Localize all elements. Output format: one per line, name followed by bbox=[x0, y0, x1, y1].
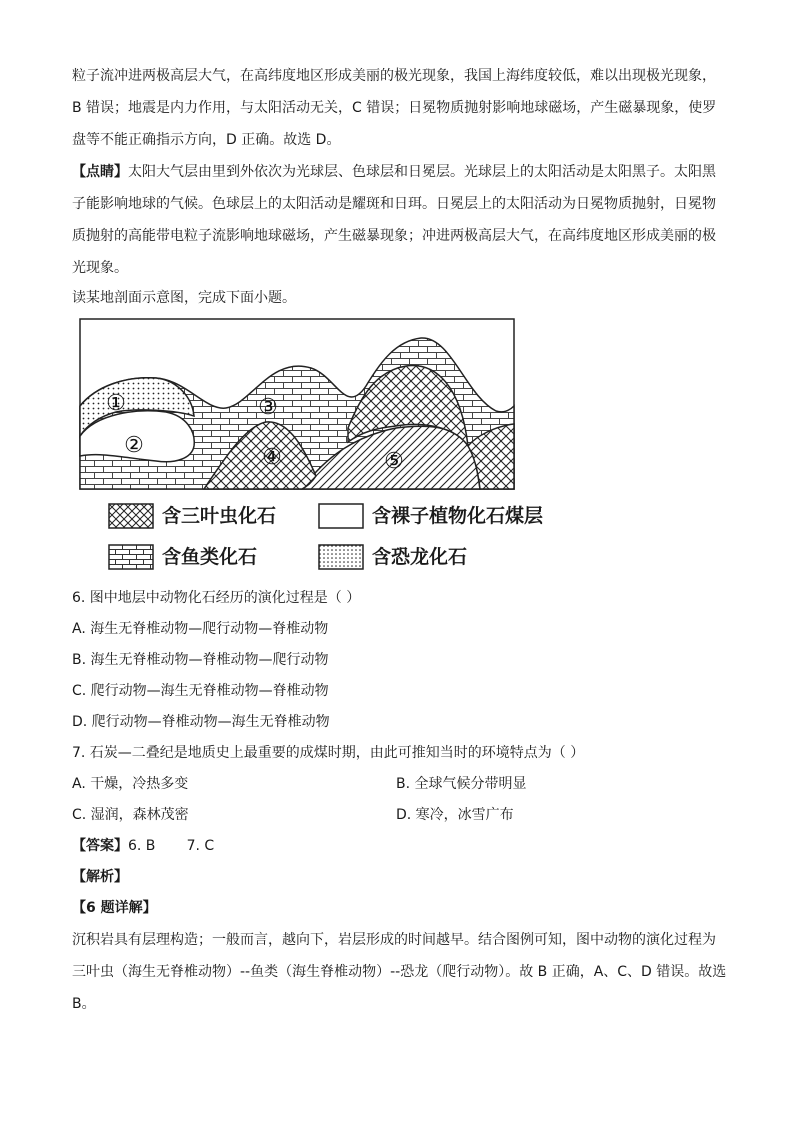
layer-label: ⑤ bbox=[384, 449, 404, 474]
paragraph-line: 盘等不能正确指示方向，D 正确。故选 D。 bbox=[72, 132, 341, 148]
note-line: 光现象。 bbox=[72, 260, 128, 276]
note-line bbox=[72, 162, 716, 182]
layer-label: ② bbox=[124, 433, 144, 458]
question-6-option-c: C. 爬行动物—海生无脊椎动物—脊椎动物 bbox=[72, 683, 329, 699]
legend-swatch-crosshatch bbox=[108, 503, 154, 529]
note-line: 质抛射的高能带电粒子流影响地球磁场，产生磁暴现象；冲进两极高层大气，在高纬度地区形成美丽的极 bbox=[72, 228, 716, 244]
layer-label: ① bbox=[106, 391, 126, 416]
question-6-option-a: A. 海生无脊椎动物—爬行动物—脊椎动物 bbox=[72, 621, 329, 637]
detail-tag: 【6 题详解】 bbox=[72, 900, 157, 916]
note-line: 子能影响地球的气候。色球层上的太阳活动是耀斑和日珥。日冕层上的太阳活动为日冕物质抛射，日冕物 bbox=[72, 196, 716, 212]
note-text: 太阳大气层由里到外依次为光球层、色球层和日冕层。光球层上的太阳活动是太阳黑子。太阳黑 bbox=[128, 164, 716, 180]
layer-label: ③ bbox=[258, 395, 278, 420]
question-7-option-c: C. 湿润，森林茂密 bbox=[72, 807, 189, 823]
question-6-option-d: D. 爬行动物—脊椎动物—海生无脊椎动物 bbox=[72, 714, 330, 730]
answer-line bbox=[72, 836, 214, 856]
legend-label: 含三叶虫化石 bbox=[162, 505, 277, 527]
intro-line: 读某地剖面示意图，完成下面小题。 bbox=[72, 290, 296, 306]
legend-swatch-dots bbox=[318, 544, 364, 570]
legend-label: 含鱼类化石 bbox=[162, 546, 258, 568]
paragraph-line: B 错误；地震是内力作用，与太阳活动无关，C 错误；日冕物质抛射影响地球磁场，产生磁暴现象，使罗 bbox=[72, 100, 717, 116]
analysis-line: 沉积岩具有层理构造；一般而言，越向下，岩层形成的时间越早。结合图例可知，图中动物的演化过程为 bbox=[72, 932, 716, 948]
legend-swatch-blank bbox=[318, 503, 364, 529]
question-6-stem: 6. 图中地层中动物化石经历的演化过程是（ ） bbox=[72, 590, 361, 606]
analysis-line: 三叶虫（海生无脊椎动物）--鱼类（海生脊椎动物）--恐龙（爬行动物）。故 B 正确，A、C、D 错误。故选 bbox=[72, 964, 727, 980]
question-7-option-d: D. 寒冷，冰雪广布 bbox=[396, 807, 514, 823]
analysis-line: B。 bbox=[72, 996, 96, 1012]
analysis-tag: 【解析】 bbox=[72, 869, 128, 885]
legend-swatch-brick bbox=[108, 544, 154, 570]
question-7-stem: 7. 石炭—二叠纪是地质史上最重要的成煤时期，由此可推知当时的环境特点为（ ） bbox=[72, 745, 585, 761]
paragraph-line: 粒子流冲进两极高层大气，在高纬度地区形成美丽的极光现象，我国上海纬度较低，难以出现极光现象， bbox=[72, 68, 716, 84]
legend-label: 含裸子植物化石煤层 bbox=[372, 505, 544, 527]
answer-text: 6. B 7. C bbox=[128, 838, 215, 854]
cross-section-figure bbox=[76, 316, 576, 576]
question-6-option-b: B. 海生无脊椎动物—脊椎动物—爬行动物 bbox=[72, 652, 329, 668]
answer-tag: 【答案】 bbox=[72, 838, 128, 854]
question-7-option-b: B. 全球气候分带明显 bbox=[396, 776, 527, 792]
legend-label: 含恐龙化石 bbox=[372, 546, 468, 568]
layer-label: ④ bbox=[262, 445, 282, 470]
note-tag: 【点睛】 bbox=[72, 164, 128, 180]
question-7-option-a: A. 干燥，冷热多变 bbox=[72, 776, 189, 792]
